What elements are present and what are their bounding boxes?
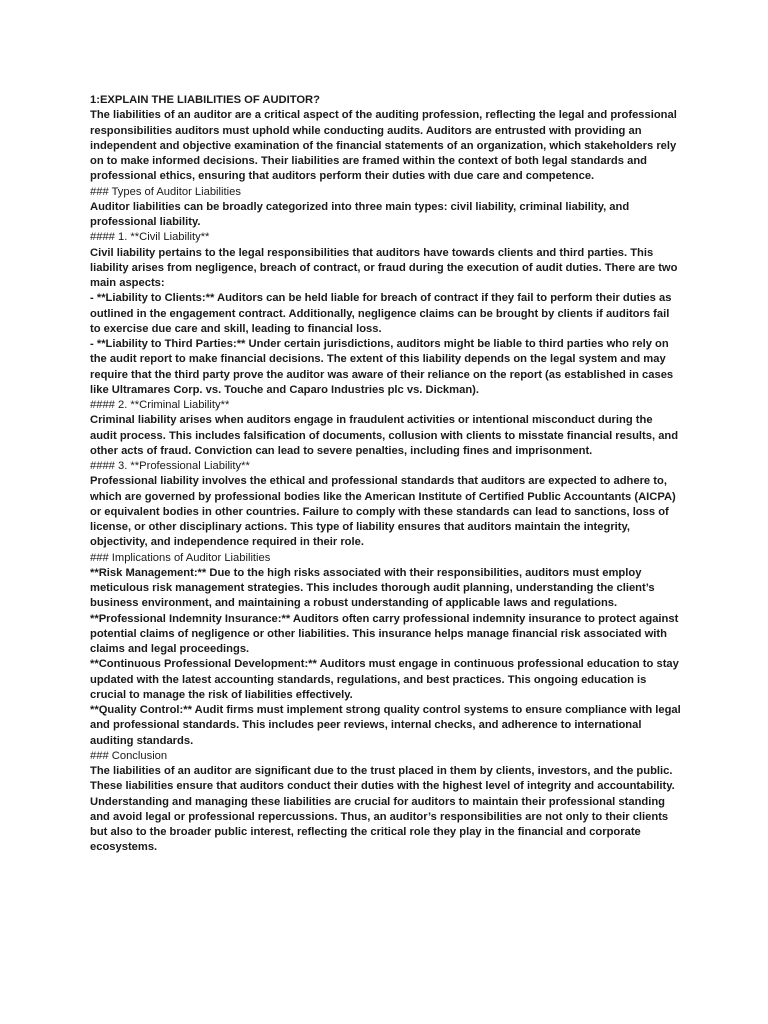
- criminal-liability-paragraph: Criminal liability arises when auditors engage in fraudulent activities or intentional misconduct during the audit process. This includes falsification of documents, collusion with clients to misstate financial results, and other acts of fraud. Conviction can lead to severe penalties, including fines and imprisonment.: [90, 414, 679, 457]
- types-paragraph: Auditor liabilities can be broadly categorized into three main types: civil liability, criminal liability, and professional liability.: [90, 200, 630, 228]
- conclusion-paragraph: The liabilities of an auditor are significant due to the trust placed in them by clients, investors, and the public. These liabilities ensure that auditors conduct their duties with the highest level of integrity and accountability. Understanding and managing these liabilities are crucial for auditors to maintain their professional standing and avoid legal or professional repercussions. Thus, an auditor’s responsibilities are not only to their clients but also to the broader public interest, reflecting the critical role they play in the financial and corporate ecosystems.: [90, 765, 675, 854]
- continuous-development-paragraph: **Continuous Professional Development:** Auditors must engage in continuous professional education to stay updated with the latest accounting standards, regulations, and best practices. This ongoing education is crucial to manage the risk of liabilities effectively.: [90, 658, 679, 701]
- indemnity-insurance-paragraph: **Professional Indemnity Insurance:** Auditors often carry professional indemnity insurance to protect against potential claims of negligence or other liabilities. This insurance helps manage financial risk associated with claims and legal proceedings.: [90, 612, 679, 655]
- section-heading-types: ### Types of Auditor Liabilities: [90, 185, 241, 198]
- document-title: 1:EXPLAIN THE LIABILITIES OF AUDITOR?: [90, 94, 320, 106]
- liability-to-third-parties-item: - **Liability to Third Parties:** Under certain jurisdictions, auditors might be liable to third parties who rely on the audit report to make financial decisions. The extent of this liability depends on the legal system and may require that the third party prove the auditor was aware of their reliance on the report (as established in cases like Ultramares Corp. vs. Touche and Caparo Industries plc vs. Dickman).: [90, 338, 674, 396]
- quality-control-paragraph: **Quality Control:** Audit firms must implement strong quality control systems to ensure compliance with legal and professional standards. This includes peer reviews, internal checks, and adherence to international auditing standards.: [90, 704, 681, 747]
- civil-liability-paragraph: Civil liability pertains to the legal responsibilities that auditors have towards clients and third parties. This liability arises from negligence, breach of contract, or fraud during the execution of audit duties. There are two main aspects:: [90, 246, 678, 289]
- subheading-criminal-liability: #### 2. **Criminal Liability**: [90, 399, 230, 411]
- document-page: [90, 93, 682, 856]
- intro-paragraph: The liabilities of an auditor are a critical aspect of the auditing profession, reflecting the legal and professional responsibilities auditors must uphold while conducting audits. Auditors are entrusted with providing an independent and objective examination of the financial statements of an organization, which stakeholders rely on to make informed decisions. Their liabilities are framed within the context of both legal standards and professional ethics, ensuring that auditors perform their duties with due care and competence.: [90, 109, 677, 183]
- liability-to-clients-item: - **Liability to Clients:** Auditors can be held liable for breach of contract if they fail to perform their duties as outlined in the engagement contract. Additionally, negligence claims can be brought by clients if auditors fail to exercise due care and skill, leading to financial loss.: [90, 292, 672, 335]
- section-heading-conclusion: ### Conclusion: [90, 749, 168, 762]
- professional-liability-paragraph: Professional liability involves the ethical and professional standards that auditors are expected to adhere to, which are governed by professional bodies like the American Institute of Certified Public Accountants (AICPA) or equivalent bodies in other countries. Failure to comply with these standards can lead to sanctions, loss of license, or other disciplinary actions. This type of liability ensures that auditors maintain the integrity, objectivity, and independence required in their role.: [90, 475, 676, 549]
- section-heading-implications: ### Implications of Auditor Liabilities: [90, 551, 271, 564]
- risk-management-paragraph: **Risk Management:** Due to the high risks associated with their responsibilities, auditors must employ meticulous risk management strategies. This includes thorough audit planning, understanding the client’s business environment, and maintaining a robust understanding of applicable laws and regulations.: [90, 566, 655, 610]
- subheading-civil-liability: #### 1. **Civil Liability**: [90, 231, 210, 244]
- subheading-professional-liability: #### 3. **Professional Liability**: [90, 460, 250, 472]
